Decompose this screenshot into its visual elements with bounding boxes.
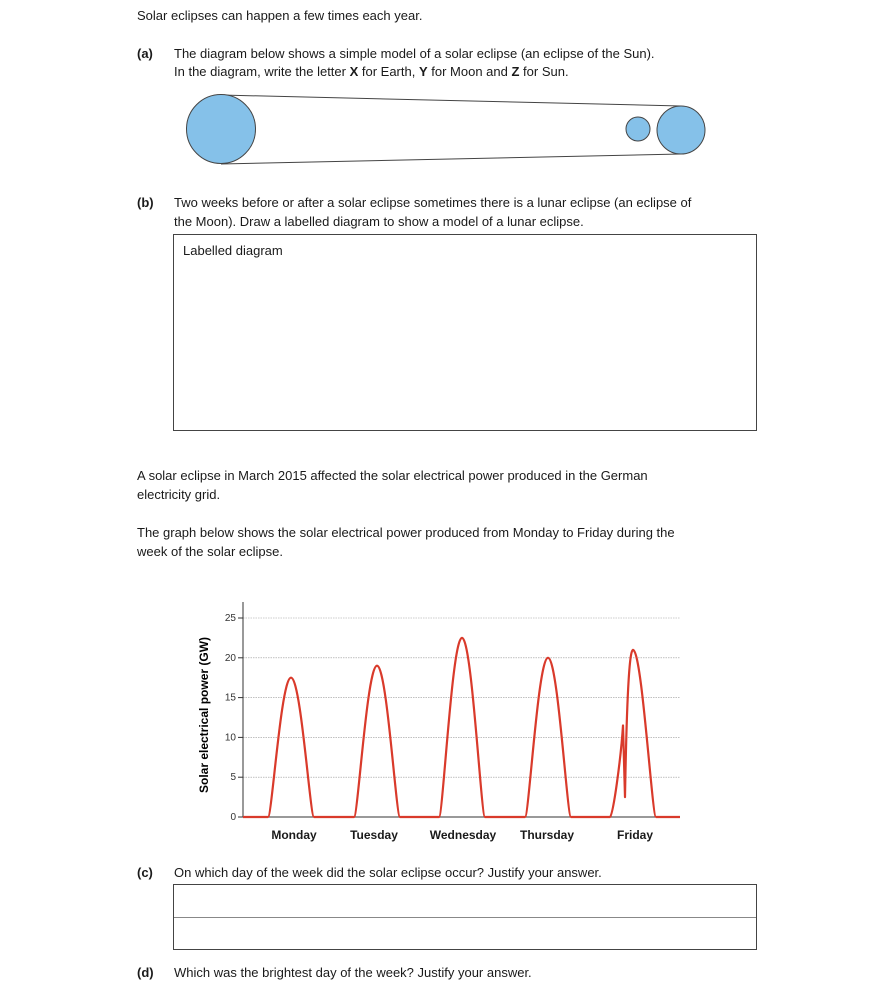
x-label-friday: Friday — [616, 828, 654, 842]
part-c-answer-box[interactable] — [173, 884, 757, 950]
y-tick-label-20: 20 — [224, 652, 236, 664]
y-tick-label-10: 10 — [224, 732, 236, 744]
part-a-line1: The diagram below shows a simple model of a solar eclipse (an eclipse of the Sun). — [174, 46, 655, 61]
solar-eclipse-diagram — [0, 0, 892, 200]
part-b-label: (b) — [137, 195, 154, 210]
para1-line2: electricity grid. — [137, 487, 221, 502]
x-labels — [271, 828, 653, 842]
middle-small-circle[interactable] — [626, 117, 650, 141]
letter-z: Z — [511, 64, 520, 79]
labelled-diagram-label: Labelled diagram — [183, 243, 283, 258]
lower-tangent-line — [221, 154, 681, 164]
x-label-tuesday: Tuesday — [350, 828, 398, 842]
part-c-text: On which day of the week did the solar eclipse occur? Justify your answer. — [174, 865, 602, 880]
solar-power-chart — [0, 590, 892, 845]
x-label-monday: Monday — [271, 828, 317, 842]
para2-line2: week of the solar eclipse. — [137, 544, 283, 559]
y-tick-label-25: 25 — [224, 613, 236, 624]
y-tick-label-5: 5 — [230, 772, 236, 784]
part-a-line2-pre: In the diagram, write the letter — [174, 64, 350, 79]
for-moon-text: for Moon and — [427, 64, 512, 79]
part-c-label: (c) — [137, 865, 153, 880]
letter-x: X — [349, 64, 359, 79]
right-medium-circle[interactable] — [657, 106, 705, 154]
series-line — [243, 638, 680, 817]
lunar-eclipse-drawing-box[interactable] — [173, 234, 757, 431]
para1-line1: A solar eclipse in March 2015 affected the solar electrical power produced in the German — [137, 468, 648, 483]
upper-tangent-line — [221, 95, 681, 106]
y-tick-label-15: 15 — [224, 692, 236, 704]
x-label-wednesday: Wednesday — [429, 828, 497, 842]
part-d-text: Which was the brightest day of the week? Justify your answer. — [174, 965, 532, 980]
chart-grid — [243, 618, 680, 777]
letter-y: Y — [418, 64, 428, 79]
y-axis-label: Solar electrical power (GW) — [197, 636, 211, 794]
left-large-circle[interactable] — [187, 95, 256, 164]
for-earth-text: for Earth, — [358, 64, 419, 79]
para2-line1: The graph below shows the solar electrical power produced from Monday to Friday during the — [137, 525, 675, 540]
y-ticks — [225, 613, 243, 823]
part-d-label: (d) — [137, 965, 154, 980]
x-label-thursday: Thursday — [519, 828, 575, 842]
answer-divider — [174, 917, 756, 918]
part-b-line1: Two weeks before or after a solar eclipse sometimes there is a lunar eclipse (an eclipse of — [174, 195, 692, 210]
intro-text: Solar eclipses can happen a few times each year. — [137, 8, 423, 23]
part-b-line2: the Moon). Draw a labelled diagram to show a model of a lunar eclipse. — [174, 214, 584, 229]
part-a-label: (a) — [137, 46, 153, 61]
y-tick-label-0: 0 — [230, 812, 236, 823]
for-sun-text: for Sun. — [519, 64, 569, 79]
